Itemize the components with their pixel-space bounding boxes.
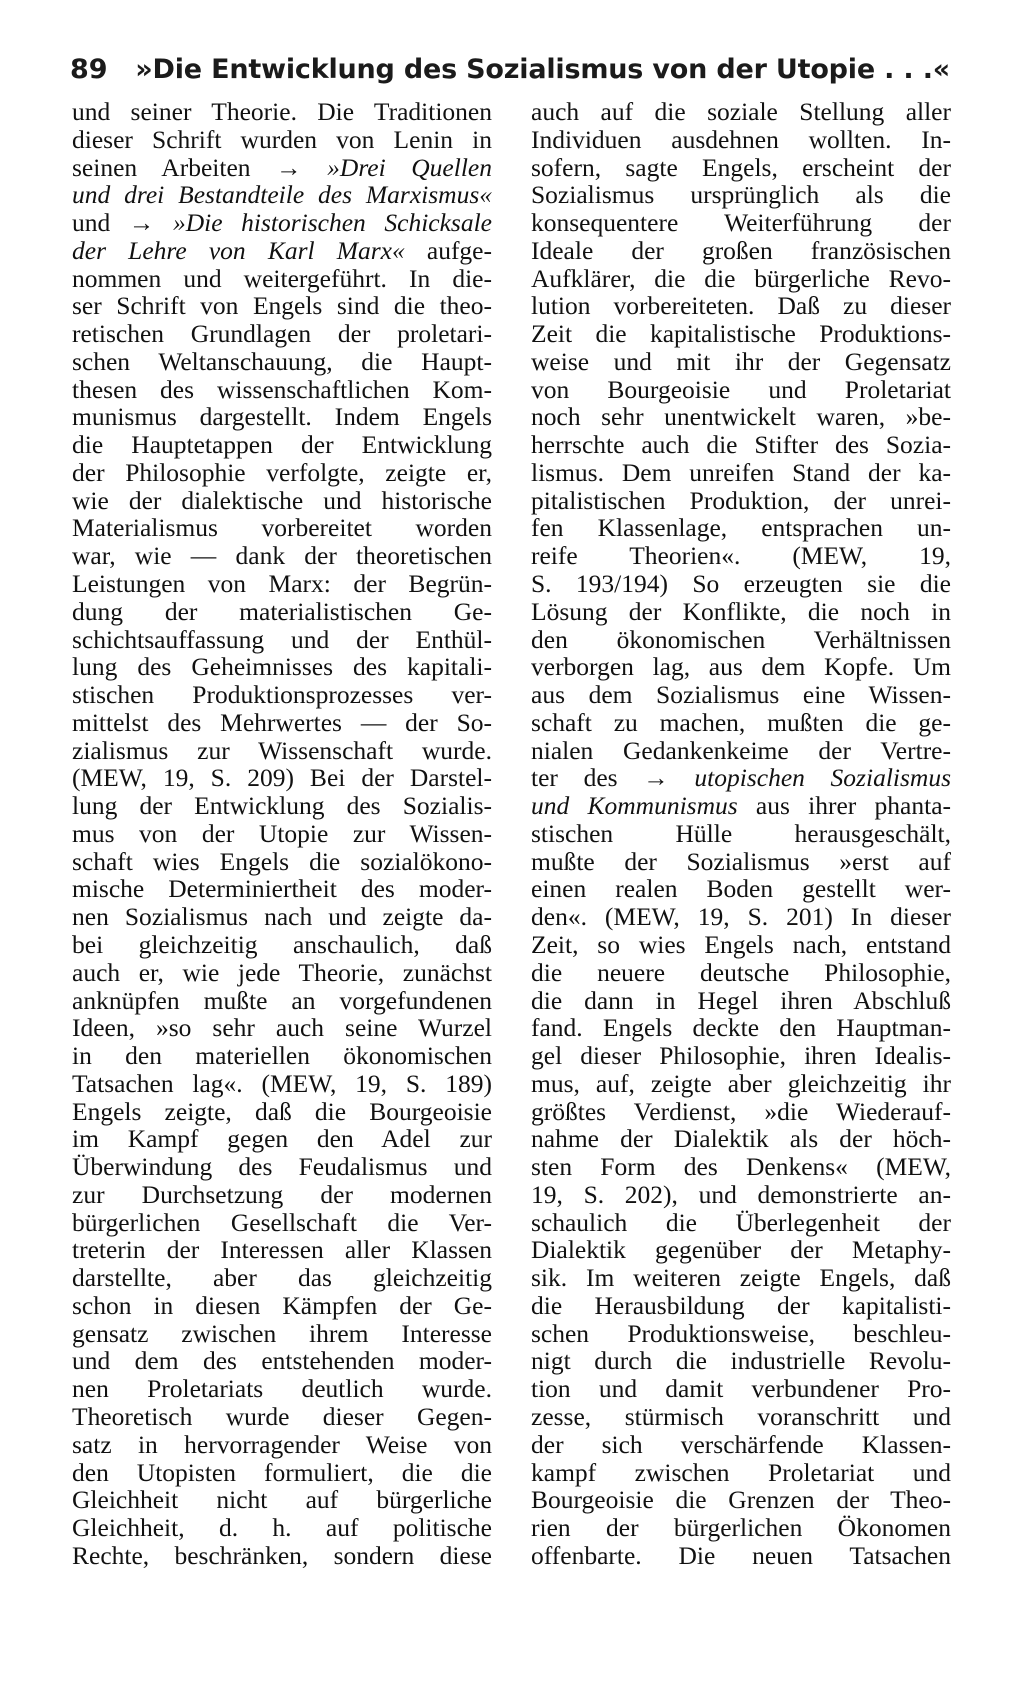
text-line: Tatsachen lag«. (MEW, 19, S. 189) xyxy=(72,1068,492,1098)
italic-title: der Lehre von Karl Marx« xyxy=(72,235,405,265)
text-line: schen Weltanschauung, die Haupt- xyxy=(72,346,492,376)
text-line: Zeit, so wies Engels nach, entstand xyxy=(531,929,951,959)
italic-term: und Kommunismus xyxy=(531,791,738,821)
text-line: schaulich die Überlegenheit der xyxy=(531,1207,951,1237)
text-line: munismus dargestellt. Indem Engels xyxy=(72,402,492,432)
text-line: (MEW, 19, S. 209) Bei der Darstel- xyxy=(72,763,492,793)
text-line: Gleichheit, d. h. auf politische xyxy=(72,1513,492,1543)
text-line: der Lehre von Karl Marx« aufge- xyxy=(72,235,492,265)
text-line: nen Sozialismus nach und zeigte da- xyxy=(72,902,492,932)
text-line: ter des → utopischen Sozialismus xyxy=(531,763,951,793)
text-line: Überwindung des Feudalismus und xyxy=(72,1152,492,1182)
text-line: ser Schrift von Engels sind die theo- xyxy=(72,291,492,321)
text-line: der sich verschärfende Klassen- xyxy=(531,1429,951,1459)
text-line: Gleichheit nicht auf bürgerliche xyxy=(72,1485,492,1515)
italic-title: »Die historischen Schicksale xyxy=(172,208,492,238)
text-line: schichtsauffassung und der Enthül- xyxy=(72,624,492,654)
page-header xyxy=(70,50,950,90)
running-title: »Die Entwicklung des Sozialismus von der Utopie . . .« xyxy=(135,54,950,85)
text-line: einen realen Boden gestellt wer- xyxy=(531,874,951,904)
text-line: lismus. Dem unreifen Stand der ka- xyxy=(531,457,951,487)
text-line: schaft wies Engels die sozialökono- xyxy=(72,846,492,876)
text-line: Theoretisch wurde dieser Gegen- xyxy=(72,1401,492,1431)
text-line: im Kampf gegen den Adel zur xyxy=(72,1124,492,1154)
text-line: kampf zwischen Proletariat und xyxy=(531,1457,951,1487)
text-line: stischen Produktionsprozesses ver- xyxy=(72,680,492,710)
text-line: die Hauptetappen der Entwicklung xyxy=(72,430,492,460)
text-line: stischen Hülle herausgeschält, xyxy=(531,818,951,848)
text-line: darstellte, aber das gleichzeitig xyxy=(72,1263,492,1293)
text-line: lung der Entwicklung des Sozialis- xyxy=(72,791,492,821)
text-line: Leistungen von Marx: der Begrün- xyxy=(72,569,492,599)
text-line: Engels zeigte, daß die Bourgeoisie xyxy=(72,1096,492,1126)
text-line: sofern, sagte Engels, erscheint der xyxy=(531,152,951,182)
text-line: lution vorbereiteten. Daß zu dieser xyxy=(531,291,951,321)
text-line: Aufklärer, die die bürgerliche Revo- xyxy=(531,263,951,293)
text-line: Ideen, »so sehr auch seine Wurzel xyxy=(72,1013,492,1043)
text-line: 19, S. 202), und demonstrierte an- xyxy=(531,1179,951,1209)
text-line: den Utopisten formuliert, die die xyxy=(72,1457,492,1487)
text-line: rien der bürgerlichen Ökonomen xyxy=(531,1513,951,1543)
text-line: mische Determiniertheit des moder- xyxy=(72,874,492,904)
text-line: mus von der Utopie zur Wissen- xyxy=(72,818,492,848)
text-line: wie der dialektische und historische xyxy=(72,485,492,515)
text-line: der Philosophie verfolgte, zeigte er, xyxy=(72,457,492,487)
text-line: seinen Arbeiten → »Drei Quellen xyxy=(72,152,492,182)
text-line: war, wie — dank der theoretischen xyxy=(72,541,492,571)
text-line: und drei Bestandteile des Marxismus« xyxy=(72,180,492,210)
text-line: die neuere deutsche Philosophie, xyxy=(531,957,951,987)
text-line: tion und damit verbundener Pro- xyxy=(531,1374,951,1404)
text-line: auch auf die soziale Stellung aller xyxy=(531,97,951,126)
text-line: in den materiellen ökonomischen xyxy=(72,1041,492,1071)
text-line: von Bourgeoisie und Proletariat xyxy=(531,374,951,404)
text-line: S. 193/194) So erzeugten sie die xyxy=(531,569,951,599)
text-line: offenbarte. Die neuen Tatsachen xyxy=(531,1540,951,1570)
text-line: pitalistischen Produktion, der unrei- xyxy=(531,485,951,515)
text-line: konsequentere Weiterführung der xyxy=(531,208,951,238)
text-line: zesse, stürmisch voranschritt und xyxy=(531,1401,951,1431)
text-line: Materialismus vorbereitet worden xyxy=(72,513,492,543)
text-line: Lösung der Konflikte, die noch in xyxy=(531,596,951,626)
text-line: anknüpfen mußte an vorgefundenen xyxy=(72,985,492,1015)
text-line: größtes Verdienst, »die Wiederauf- xyxy=(531,1096,951,1126)
text-line: mittelst des Mehrwertes — der So- xyxy=(72,707,492,737)
text-line: mus, auf, zeigte aber gleichzeitig ihr xyxy=(531,1068,951,1098)
text-line: Zeit die kapitalistische Produktions- xyxy=(531,319,951,349)
text-line: den ökonomischen Verhältnissen xyxy=(531,624,951,654)
text-line: gensatz zwischen ihrem Interesse xyxy=(72,1318,492,1348)
text-line: und Kommunismus aus ihrer phanta- xyxy=(531,791,952,821)
text-line: thesen des wissenschaftlichen Kom- xyxy=(72,374,492,404)
text-line: nialen Gedankenkeime der Vertre- xyxy=(531,735,951,765)
text-line: treterin der Interessen aller Klassen xyxy=(72,1235,492,1265)
text-line: gel dieser Philosophie, ihren Idealis- xyxy=(531,1041,951,1071)
text-line: mußte der Sozialismus »erst auf xyxy=(531,846,951,876)
text-line: nahme der Dialektik als der höch- xyxy=(531,1124,951,1154)
text-line: verborgen lag, aus dem Kopfe. Um xyxy=(531,652,951,682)
text-line: retischen Grundlagen der proletari- xyxy=(72,319,492,349)
text-line: fand. Engels deckte den Hauptman- xyxy=(531,1013,951,1043)
text-line: satz in hervorragender Weise von xyxy=(72,1429,492,1459)
left-column xyxy=(72,98,492,1570)
text-line: fen Klassenlage, entsprachen un- xyxy=(531,513,951,543)
text-line: auch er, wie jede Theorie, zunächst xyxy=(72,957,492,987)
italic-title: »Drei Quellen xyxy=(327,152,492,182)
text-line: Sozialismus ursprünglich als die xyxy=(531,180,951,210)
text-line: nigt durch die industrielle Revolu- xyxy=(531,1346,951,1376)
text-line: lung des Geheimnisses des kapitali- xyxy=(72,652,492,682)
text-line: herrschte auch die Stifter des Sozia- xyxy=(531,430,951,460)
right-column xyxy=(531,98,951,1570)
text-line: Rechte, beschränken, sondern diese xyxy=(72,1540,492,1570)
text-line: den«. (MEW, 19, S. 201) In dieser xyxy=(531,902,951,932)
text-line: zur Durchsetzung der modernen xyxy=(72,1179,492,1209)
text-line: und seiner Theorie. Die Traditionen xyxy=(72,97,492,126)
text-line: weise und mit ihr der Gegensatz xyxy=(531,346,951,376)
text-line: bürgerlichen Gesellschaft die Ver- xyxy=(72,1207,492,1237)
text-line: Dialektik gegenüber der Metaphy- xyxy=(531,1235,951,1265)
text-line: noch sehr unentwickelt waren, »be- xyxy=(531,402,951,432)
text-line: Individuen ausdehnen wollten. In- xyxy=(531,124,951,154)
text-line: dieser Schrift wurden von Lenin in xyxy=(72,124,492,154)
text-line: schon in diesen Kämpfen der Ge- xyxy=(72,1290,492,1320)
text-line: nommen und weitergeführt. In die- xyxy=(72,263,492,293)
text-line: schen Produktionsweise, beschleu- xyxy=(531,1318,951,1348)
text-line: die dann in Hegel ihren Abschluß xyxy=(531,985,951,1015)
text-line: und dem des entstehenden moder- xyxy=(72,1346,492,1376)
page-number: 89 xyxy=(70,54,108,85)
text-line: Bourgeoisie die Grenzen der Theo- xyxy=(531,1485,951,1515)
italic-term: utopischen Sozialismus xyxy=(694,763,951,793)
text-line: sten Form des Denkens« (MEW, xyxy=(531,1152,951,1182)
text-line: die Herausbildung der kapitalisti- xyxy=(531,1290,951,1320)
text-line: reife Theorien«. (MEW, 19, xyxy=(531,541,951,571)
text-line: nen Proletariats deutlich wurde. xyxy=(72,1374,492,1404)
text-line: sik. Im weiteren zeigte Engels, daß xyxy=(531,1263,951,1293)
text-line: zialismus zur Wissenschaft wurde. xyxy=(72,735,492,765)
text-line: und → »Die historischen Schicksale xyxy=(72,208,492,238)
text-line: bei gleichzeitig anschaulich, daß xyxy=(72,929,492,959)
text-line: dung der materialistischen Ge- xyxy=(72,596,492,626)
text-line: schaft zu machen, mußten die ge- xyxy=(531,707,951,737)
text-line: Ideale der großen französischen xyxy=(531,235,951,265)
text-line: aus dem Sozialismus eine Wissen- xyxy=(531,680,951,710)
